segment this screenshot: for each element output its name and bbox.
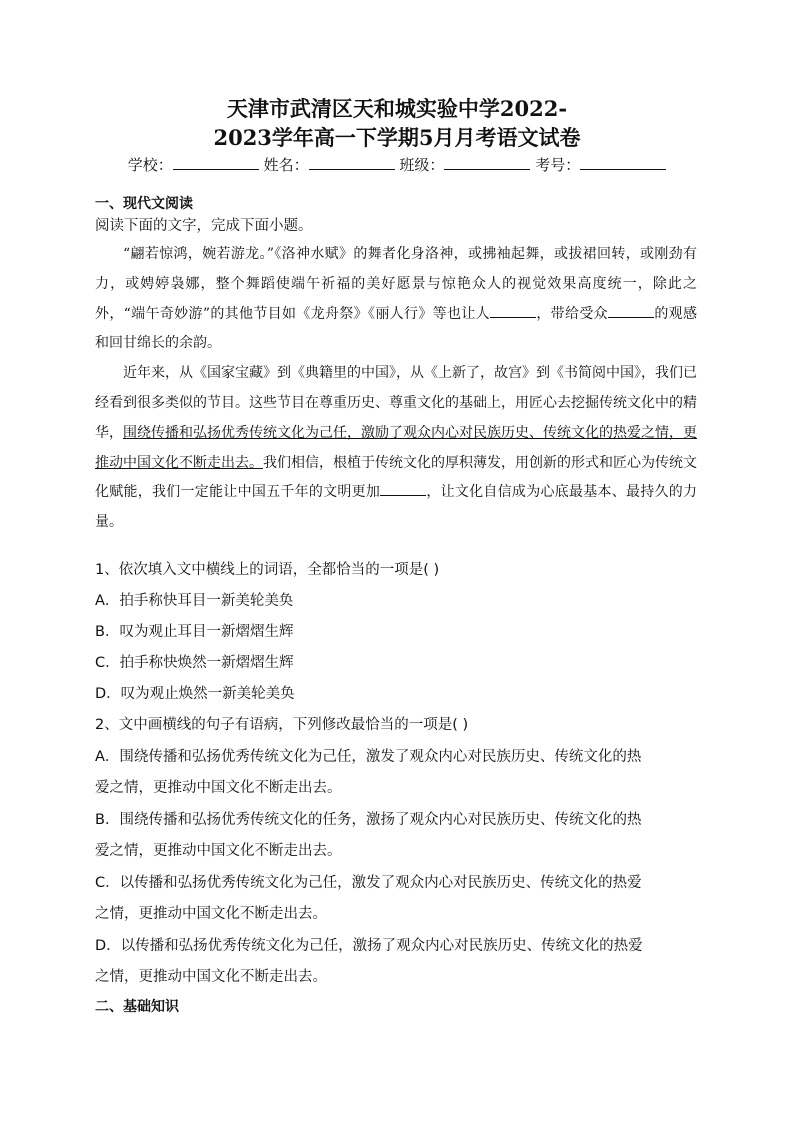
exam-number-blank[interactable] xyxy=(580,152,666,170)
question-2-option-d-line2[interactable]: 之情，更推动中国文化不断走出去。 xyxy=(95,969,327,985)
para2-text-b: 我们相信，根植于传统文化的厚积薄发，用创新的形式和匠心为传统文化赋能，我们一定能让中国五千年的文明更加 xyxy=(95,454,697,501)
section2-heading: 二、基础知识 xyxy=(95,999,179,1015)
passage-paragraph-2 xyxy=(95,359,697,538)
passage-paragraph-1 xyxy=(95,240,697,359)
question-1-option-c[interactable]: C．拍手称快焕然一新熠熠生辉 xyxy=(95,655,294,671)
para1-text-a: “翩若惊鸿，婉若游龙。”《洛神水赋》的舞者化身洛神，或拂袖起舞，或拔裙回转，或刚劲有力，或娉婷袅娜，整个舞蹈使端午祈福的美好愿景与惊艳众人的视觉效果高度统一，除此之外，“端午奇妙游”的其他节目如《龙舟祭》《丽人行》等也让人 xyxy=(95,246,697,322)
reading-passage xyxy=(95,240,697,538)
question-1 xyxy=(95,555,697,710)
question-2-option-a-line2[interactable]: 爱之情，更推动中国文化不断走出去。 xyxy=(95,780,342,796)
student-info-row xyxy=(0,152,794,177)
exam-title-line1: 天津市武清区天和城实验中学2022- xyxy=(226,96,568,121)
blank-1 xyxy=(490,302,536,318)
exam-title-line2: 2023学年高一下学期5月月考语文试卷 xyxy=(213,125,581,150)
question-1-option-b[interactable]: B．叹为观止耳目一新熠熠生辉 xyxy=(95,624,294,640)
question-2 xyxy=(95,710,697,994)
section1-instruction: 阅读下面的文字，完成下面小题。 xyxy=(95,218,313,234)
blank-3 xyxy=(380,480,426,496)
class-label: 班级： xyxy=(399,156,445,174)
section1-heading: 一、现代文阅读 xyxy=(95,196,193,212)
question-1-option-d[interactable]: D．叹为观止焕然一新美轮美奂 xyxy=(95,686,295,702)
underlined-sentence: 围绕传播和弘扬优秀传统文化为己任，激励了观众内心对民族历史、传统文化的热爱之情，更推动中国文化不断走出去。 xyxy=(95,424,697,471)
name-blank[interactable] xyxy=(309,152,395,170)
school-label: 学校： xyxy=(127,156,173,174)
question-2-option-c-line1[interactable]: C．以传播和弘扬优秀传统文化为己任，激发了观众内心对民族历史、传统文化的热爱 xyxy=(95,874,642,891)
question-2-option-d-line1[interactable]: D．以传播和弘扬优秀传统文化为己任，激扬了观众内心对民族历史、传统文化的热爱 xyxy=(95,937,643,954)
question-2-option-b-line2[interactable]: 爱之情，更推动中国文化不断走出去。 xyxy=(95,843,342,859)
para2-text-a: 近年来，从《国家宝藏》到《典籍里的中国》，从《上新了，故宫》到《书简阅中国》，我们已经看到很多类似的节目。这些节目在尊重历史、尊重文化的基础上，用匠心去挖掘传统文化中的精华， xyxy=(95,365,697,441)
class-blank[interactable] xyxy=(444,152,530,170)
para1-text-b: ，带给受众 xyxy=(535,305,608,322)
para1-text-c: 的观感和回甘绵长的余韵。 xyxy=(95,305,698,352)
question-1-stem: 1、依次填入文中横线上的词语，全都恰当的一项是( ) xyxy=(95,562,440,578)
blank-2 xyxy=(608,302,654,318)
question-2-option-b-line1[interactable]: B．围绕传播和弘扬优秀传统文化的任务，激扬了观众内心对民族历史、传统文化的热 xyxy=(95,811,642,828)
exam-number-label: 考号： xyxy=(535,156,581,174)
question-2-stem: 2、文中画横线的句子有语病，下列修改最恰当的一项是( ) xyxy=(95,717,469,733)
question-2-option-c-line2[interactable]: 之情，更推动中国文化不断走出去。 xyxy=(95,906,327,922)
school-blank[interactable] xyxy=(173,152,259,170)
para2-text-c: ，让文化自信成为心底最基本、最持久的力量。 xyxy=(95,484,698,531)
name-label: 姓名： xyxy=(263,156,309,174)
question-1-option-a[interactable]: A．拍手称快耳目一新美轮美奂 xyxy=(95,593,294,609)
question-2-option-a-line1[interactable]: A．围绕传播和弘扬优秀传统文化为己任，激发了观众内心对民族历史、传统文化的热 xyxy=(95,748,642,765)
